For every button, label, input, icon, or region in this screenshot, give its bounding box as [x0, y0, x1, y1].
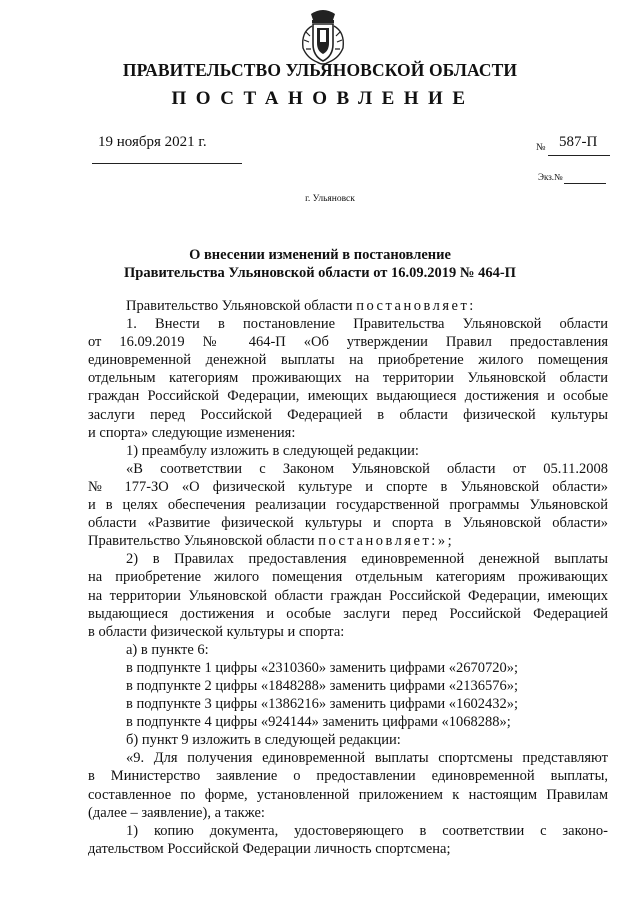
text-line: отдельным категориям проживающих на территории Ульяновской области	[88, 370, 608, 387]
text-line: граждан Российской Федерации, имеющих выдающиеся достижения и особые	[88, 388, 608, 405]
text-line: в области физической культуры и спорта:	[88, 623, 345, 640]
text-line: дательством Российской Федерации личность спортсмена;	[88, 840, 451, 857]
text-line: № 177-ЗО «О физической культуре и спорте в Ульяновской области»	[88, 478, 608, 495]
text-line: в подпункте 1 цифры «2310360» заменить цифрами «2670720»;	[126, 659, 519, 676]
text-line: «9. Для получения единовременной выплаты спортсмены представляют	[126, 750, 608, 767]
text-line: заслуги перед Российской Федерацией в области физической культуры	[88, 406, 608, 423]
text-line: единовременной денежной выплаты на приобретение жилого помещения	[88, 352, 608, 369]
ulyanovsk-coat-of-arms-icon	[297, 8, 349, 68]
document-type: ПОСТАНОВЛЕНИЕ	[171, 88, 475, 109]
text-line: а) в пункте 6:	[126, 641, 209, 658]
text-fragment: постановляет:	[356, 298, 476, 314]
text-line: б) пункт 9 изложить в следующей редакции:	[126, 732, 401, 749]
text-line: 1. Внести в постановление Правительства Ульяновской области	[126, 316, 608, 333]
text-line: и в целях обеспечения реализации государственной программы Ульяновской	[88, 497, 608, 514]
text-line: «В соответствии с Законом Ульяновской области от 05.11.2008	[126, 460, 608, 477]
text-line: 2) в Правилах предоставления единовременной денежной выплаты	[126, 551, 608, 568]
date-underline	[92, 163, 242, 164]
document-body	[88, 297, 608, 858]
title-line: О внесении изменений в постановление	[189, 247, 451, 263]
text-line: области «Развитие физической культуры и спорта в Ульяновской области»	[88, 515, 608, 532]
text-line: на приобретение жилого помещения отдельным категориям проживающих	[88, 569, 608, 586]
text-line: в подпункте 2 цифры «1848288» заменить цифрами «2136576»;	[126, 677, 519, 694]
text-line: (далее – заявление), а также:	[88, 804, 265, 821]
text-line	[88, 532, 608, 550]
document-title	[0, 246, 640, 282]
text-line	[88, 297, 608, 315]
number-label: №	[536, 142, 546, 153]
text-line: на территории Ульяновской области граждан Российской Федерации, имеющих	[88, 587, 608, 604]
text-line: в Министерство заявление о предоставлении единовременной выплаты,	[88, 768, 608, 785]
text-fragment: постановляет:»;	[318, 533, 455, 550]
copy-number-underline	[564, 183, 606, 184]
government-name: ПРАВИТЕЛЬСТВО УЛЬЯНОВСКОЙ ОБЛАСТИ	[122, 60, 518, 80]
number-underline	[548, 155, 610, 156]
text-line: от 16.09.2019 № 464-П «Об утверждении Правил предоставления	[88, 334, 608, 351]
text-fragment: Правительство Ульяновской области	[126, 298, 353, 314]
text-line: 1) преамбулу изложить в следующей редакции:	[126, 442, 419, 459]
text-fragment: Правительство Ульяновской области	[88, 533, 315, 550]
title-line: Правительства Ульяновской области от 16.09.2019 № 464-П	[124, 265, 516, 281]
text-line: 1) копию документа, удостоверяющего в соответствии с законо-	[126, 822, 608, 839]
text-line: и спорта» следующие изменения:	[88, 424, 296, 441]
text-line: в подпункте 3 цифры «1386216» заменить цифрами «1602432»;	[126, 696, 519, 713]
text-line: в подпункте 4 цифры «924144» заменить цифрами «1068288»;	[126, 714, 511, 731]
copy-number-label: Экз.№	[538, 172, 563, 182]
text-line: составленное по форме, установленной приложением к настоящим Правилам	[88, 786, 608, 803]
city: г. Ульяновск	[305, 194, 355, 204]
decree-number: 587-П	[559, 134, 598, 150]
decree-date: 19 ноября 2021 г.	[98, 134, 207, 150]
text-line: выдающиеся достижения и особые заслуги перед Российской Федерацией	[88, 605, 608, 622]
